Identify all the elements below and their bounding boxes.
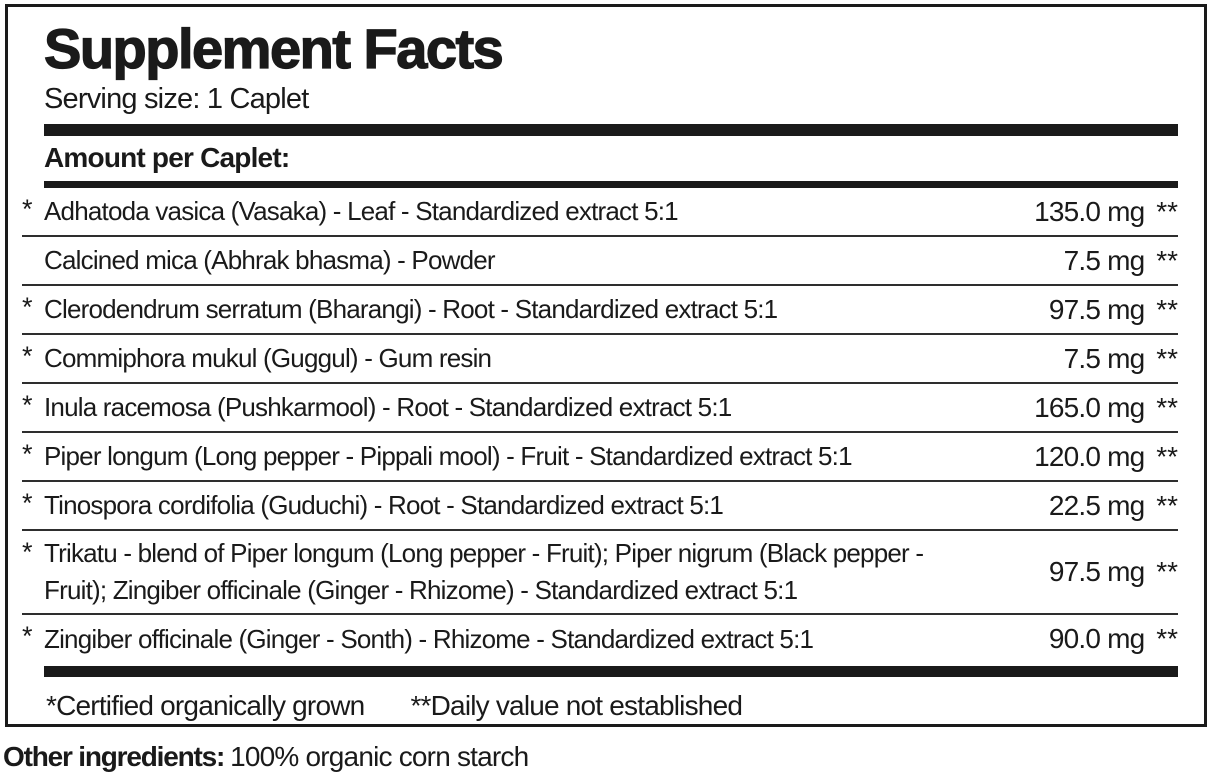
footnotes-row <box>44 677 1178 733</box>
ingredient-row <box>22 482 1178 531</box>
daily-value-marker: ** <box>1148 391 1178 423</box>
daily-value-marker: ** <box>1148 489 1178 521</box>
serving-size-text: Serving size: 1 Caplet <box>44 83 309 115</box>
bottom-divider-bar <box>44 666 1178 677</box>
thick-divider-bar <box>44 124 1178 136</box>
ingredient-name: Piper longum (Long pepper - Pippali mool) - Fruit - Standardized extract 5:1 <box>44 441 852 472</box>
organic-asterisk: * <box>22 537 32 567</box>
ingredient-amount <box>1049 623 1178 655</box>
ingredient-amount <box>1064 343 1178 375</box>
amount-value: 97.5 mg <box>1048 555 1145 587</box>
daily-value-marker: ** <box>1148 555 1178 587</box>
ingredient-name: Calcined mica (Abhrak bhasma) - Powder <box>44 245 495 276</box>
ingredient-amount <box>1049 556 1178 588</box>
organic-asterisk: * <box>22 620 32 651</box>
amount-value: 97.5 mg <box>1048 293 1145 325</box>
daily-value-marker: ** <box>1148 195 1178 227</box>
supplement-facts-panel <box>5 4 1207 727</box>
ingredient-row <box>22 433 1178 482</box>
ingredient-name: Clerodendrum serratum (Bharangi) - Root - Standardized extract 5:1 <box>44 294 778 325</box>
other-ingredients-line <box>3 741 528 773</box>
ingredient-row <box>22 531 1178 615</box>
organic-asterisk: * <box>22 194 32 224</box>
amount-value: 7.5 mg <box>1063 342 1145 374</box>
daily-value-marker: ** <box>1148 244 1178 276</box>
organic-asterisk: * <box>22 439 32 469</box>
daily-value-marker: ** <box>1148 440 1178 472</box>
medium-divider-bar <box>44 181 1178 188</box>
ingredient-name: Zingiber officinale (Ginger - Sonth) - Rhizome - Standardized extract 5:1 <box>44 623 814 654</box>
ingredient-row <box>22 286 1178 335</box>
ingredient-name: Trikatu - blend of Piper longum (Long pepper - Fruit); Piper nigrum (Black pepper - Fruit); Zingiber officinale (Ginger - Rhizome) - Standardized extract 5:1 <box>44 538 924 605</box>
ingredient-amount <box>1034 196 1178 228</box>
daily-value-marker: ** <box>1148 293 1178 325</box>
organic-asterisk <box>22 241 44 243</box>
amount-value: 135.0 mg <box>1034 195 1145 227</box>
ingredient-rows <box>22 188 1178 664</box>
other-ingredients-label: Other ingredients: <box>3 741 225 772</box>
daily-value-marker: ** <box>1148 623 1178 655</box>
amount-per-caplet-heading: Amount per Caplet: <box>44 142 290 173</box>
amount-value: 22.5 mg <box>1048 489 1145 521</box>
ingredient-name: Inula racemosa (Pushkarmool) - Root - Standardized extract 5:1 <box>44 392 732 423</box>
ingredient-amount <box>1064 245 1178 277</box>
ingredient-name: Commiphora mukul (Guggul) - Gum resin <box>44 343 492 374</box>
ingredient-amount <box>1034 392 1178 424</box>
amount-value: 90.0 mg <box>1048 623 1145 655</box>
organic-asterisk: * <box>22 390 32 420</box>
ingredient-amount <box>1049 490 1178 522</box>
organic-asterisk: * <box>22 488 32 518</box>
ingredient-row <box>22 615 1178 664</box>
other-ingredients-value: 100% organic corn starch <box>230 741 529 772</box>
amount-value: 7.5 mg <box>1063 244 1145 276</box>
footnote-daily-value: **Daily value not established <box>410 689 743 721</box>
ingredient-amount <box>1049 294 1178 326</box>
ingredient-amount <box>1034 441 1178 473</box>
supplement-facts-title: Supplement Facts <box>44 17 503 80</box>
ingredient-row <box>22 384 1178 433</box>
ingredient-row <box>22 188 1178 237</box>
ingredient-row <box>22 237 1178 286</box>
ingredient-row <box>22 335 1178 384</box>
amount-value: 120.0 mg <box>1034 440 1145 472</box>
ingredient-name: Adhatoda vasica (Vasaka) - Leaf - Standardized extract 5:1 <box>44 196 678 227</box>
amount-value: 165.0 mg <box>1034 391 1145 423</box>
ingredient-name: Tinospora cordifolia (Guduchi) - Root - Standardized extract 5:1 <box>44 490 724 521</box>
daily-value-marker: ** <box>1148 342 1178 374</box>
organic-asterisk: * <box>22 292 32 322</box>
footnote-certified-organic: *Certified organically grown <box>46 689 365 721</box>
organic-asterisk: * <box>22 341 32 371</box>
